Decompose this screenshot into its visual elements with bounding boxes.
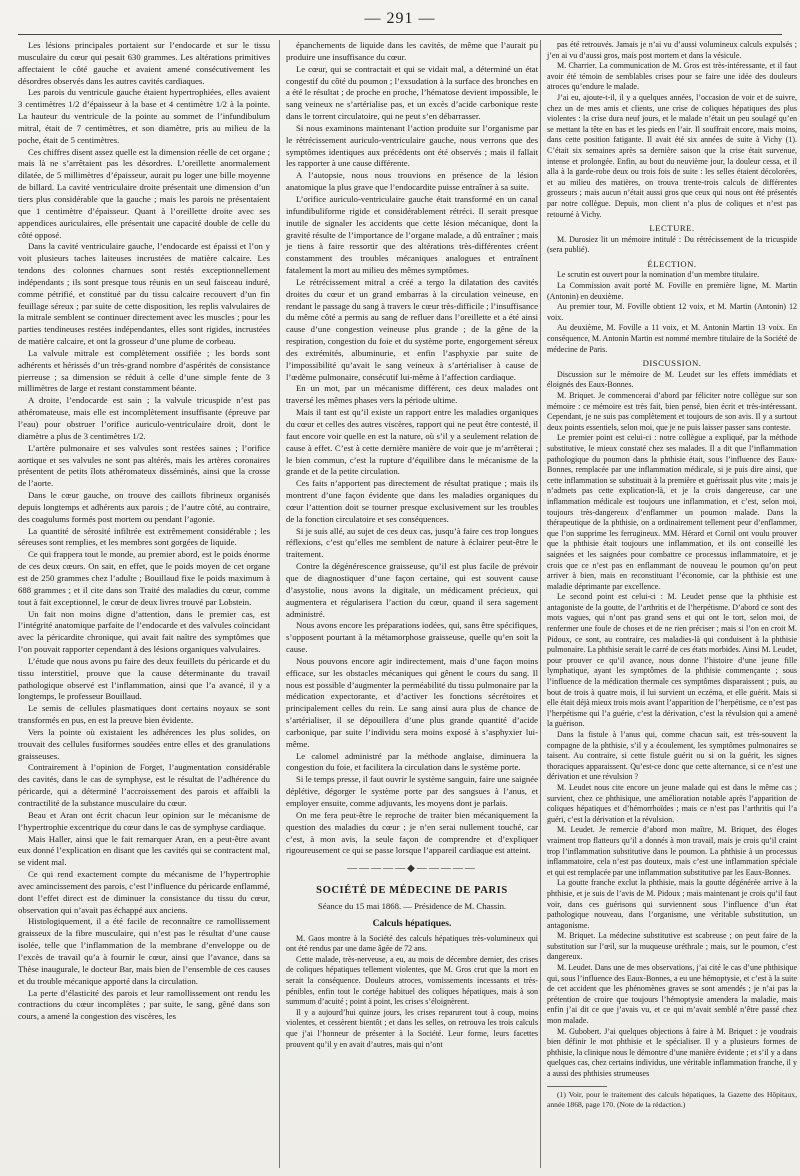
paragraph: J’ai eu, ajoute-t-il, il y a quelques années, l’occasion de voir et de suivre, chez un de mes amis et clients, une crise de coliques hépatiques des plus violentes : la crise dura neuf jours, et le malade n’était un peu soulagé qu’en se mettant la tête en bas et les pieds en l’air. Il souffrait encore, mais moins, dans cette position fatigante. Il avait été six années de suite à Vichy (1). C’était six semaines après sa dernière saison que la crise était survenue, intense et prolongée. Enfin, au bout du neuvième jour, la douleur cessa, et il alla à la garde-robe deux ou trois fois de suite : les selles étaient décolorées, et au milieu des matières, on trouva trente-trois calculs de différentes grosseurs ; mais aucun n’était aussi gros que ceux qui nous ont été présentés par notre collègue. Depuis, mon client n’a plus de coliques et n’est pas retourné à Vichy. <box>547 92 797 219</box>
paragraph: Les parois du ventricule gauche étaient hypertrophiées, elles avaient 3 centimètres 1/2 d’épaisseur à la base et 4 centimètre 1/2 à la pointe. La hauteur du ventricule de la pointe au sommet de l’infundibulum mitral, était de 7 centimètres, et son diamètre, pris au milieu de la poche, était de 5 centimètres. <box>18 87 270 145</box>
paragraph: M. Gubobert. J’ai quelques objections à faire à M. Briquet : je voudrais bien définir le mot phthisie et le spécialiser. Il y a plusieurs formes de phthisie, la clinique nous le démontre d’une manière évidente ; et s’il y a dans quelques cas, chez certains individus, une véritable inflammation franche, il y a aussi des phthisies strumeuses <box>547 1026 797 1078</box>
paragraph: L’artère pulmonaire et ses valvules sont restées saines ; l’orifice aortique et ses valvules ne sont pas altérés, mais les artères coronaires présentent de petits îlots athéromateux disséminés, ainsi que la crosse de l’aorte. <box>18 442 270 489</box>
paragraph: Le cœur, qui se contractait et qui se vidait mal, a déterminé un état congestif du côté du poumon ; l’exsudation à la surface des bronches en a été le résultat ; de proche en proche, l’hématose devient impossible, le sang veineux ne s’artérialise pas, et un excès d’acide carbonique reste dans le torrent circulatoire, qui ne peut s’en débarrasser. <box>286 63 538 122</box>
paragraph: Histologiquement, il a été facile de reconnaître ce ramollissement graisseux de la fibre musculaire, qui n’est pas le résultat d’une cause isolée, telle que l’inflammation de la membrane d’enveloppe ou de l’excès de travail qu’a à fournir le cœur, ainsi que l’avance, dans sa Thèse inaugurale, le docteur Bar, mais bien de l’ensemble de ces causes et du trouble mécanique apporté dans la circulation. <box>18 916 270 986</box>
paragraph: M. Leudet. Je remercie d’abord mon maître, M. Briquet, des éloges vraiment trop flatteurs qu’il a donnés à mon travail, mais je crois qu’il craint trop l’inflammation substitutive dans le poumon. La phthisie à un processus inflammatoire, cela n’est pas douteux, mais c’est une inflammation spéciale et qui est remplacée par une inflammation substitutive par les Eaux-Bonnes. <box>547 825 797 877</box>
paragraph: Ce qui rend exactement compte du mécanisme de l’hypertrophie avec amincissement des parois, c’est l’influence du péricarde enflammé, dont l’effet direct est de diminuer la consistance du tissu du cœur, observation qui n’avait pas échappé aux anciens. <box>18 869 270 915</box>
paragraph: Beau et Aran ont écrit chacun leur opinion sur le mécanisme de l’hypertrophie excentrique du cœur dans le cas de symphyse cardiaque. <box>18 809 270 832</box>
paragraph: pas été retrouvés. Jamais je n’ai vu d’aussi volumineux calculs expulsés ; j’en ai vu d’aussi gros, mais post mortem et dans la vésicule. <box>547 40 797 60</box>
paragraph: M. Leudet nous cite encore un jeune malade qui est dans le même cas ; survient, chez ce phthisique, une amélioration notable après l’apparition de coliques hépatiques et d’hémorrhoïdes ; mais ce n’est pas l’arthritis qui l’a guéri, c’est la dérivation et la révulsion. <box>547 782 797 824</box>
paragraph: Ces faits n’apportent pas directement de résultat pratique ; mais ils montrent d’une façon évidente que dans les maladies organiques du cœur l’attention doit se tourner presque exclusivement sur les troubles de la fonction circulatoire et ses conséquences. <box>286 478 538 524</box>
paragraph: Cette malade, très-nerveuse, a eu, au mois de décembre dernier, des crises de coliques hépatiques tellement violentes, que M. Gros crut que la mort en serait la conséquence. Douleurs atroces, vomissements incessants et très-pénibles, enfin tout le cortége habituel des coliques hépatiques, mais à son summum d’acuité ; point à point, les crises s’éloignèrent. <box>286 954 538 1007</box>
paragraph: M. Durosiez lit un mémoire intitulé : Du rétrécissement de la tricuspide (sera publié). <box>547 234 797 255</box>
paragraph: épanchements de liquide dans les cavités, de même que l’aurait pu produire une insuffisance du cœur. <box>286 40 538 62</box>
paragraph: Ce qui frappera tout le monde, au premier abord, est le poids énorme de ces deux cœurs. On sait, en effet, que le poids moyen de cet organe est de 250 grammes chez l’adulte ; Bouillaud fixe le poids maximum à 688 grammes ; et il cite dans son Traité des maladies du cœur, comme tout à fait exceptionnel, le cœur de deux livres trouvé par Lobstein. <box>18 549 270 607</box>
paragraph: Si nous examinons maintenant l’action produite sur l’organisme par le rétrécissement auriculo-ventriculaire gauche, nous verrons que des symptômes identiques aux précédents ont été observés ; mais il fallait les rapporter à une cause différente. <box>286 122 538 169</box>
paragraph: L’orifice auriculo-ventriculaire gauche était transformé en un canal infundibuliforme rigide et considérablement rétréci. Il serait presque inutile de signaler les accidents que cette lésion mécanique, dont la gravité résulte de l’importance de l’organe malade, a dû entraîner ; mais je tiens à faire ressortir que des altérations très-différentes créent constamment des troubles mécaniques analogues et entraînent fatalement la mort au milieu des mêmes symptômes. <box>286 193 538 276</box>
paragraph: M. Briquet. La médecine substitutive est scabreuse ; on peut faire de la substitution sur l’œil, sur la muqueuse uréthrale ; mais, sur le poumon, c’est dangereux. <box>547 931 797 962</box>
header-rule <box>18 34 782 35</box>
column-2 <box>279 40 538 1168</box>
paragraph: Au deuxième, M. Foville a 11 voix, et M. Antonin Martin 13 voix. En conséquence, M. Antonin Martin est nommé membre titulaire de la Société de médecine de Paris. <box>547 323 797 354</box>
paragraph: La perte d’élasticité des parois et leur ramollissement ont rendu les contractions du cœur incomplètes ; par suite, le sang, gêné dans son cours, a amené la congestion des viscères, les <box>18 987 270 1022</box>
section-heading-lecture: LECTURE. <box>649 223 695 234</box>
column-3 <box>540 40 797 1168</box>
page-number: — 291 — <box>364 10 436 27</box>
paragraph: Au premier tour, M. Foville obtient 12 voix, et M. Martin (Antonin) 12 voix. <box>547 302 797 322</box>
paragraph: Les lésions principales portaient sur l’endocarde et sur le tissu musculaire du cœur qui pesait 630 grammes. Les altérations primitives affectaient le côté gauche et avaient amené consécutivement les désordres observés dans les autres cavités cardiaques. <box>18 40 270 86</box>
section-title: SOCIÉTÉ DE MÉDECINE DE PARIS <box>316 885 508 897</box>
paragraph: Nous avons encore les préparations iodées, qui, sans être spécifiques, s’opposent pourtant à la métamorphose graisseuse, quelle qu’en soit la cause. <box>286 620 538 655</box>
paragraph: Ces chiffres disent assez quelle est la dimension réelle de cet organe ; mais là ne s’arrêtaient pas les désordres. L’oreillette anormalement dilatée, de 5 millimètres d’épaisseur, aurait pu loger une bille moyenne de billard. La cavité ventriculaire droite présentait une dimension d’un tiers plus considérable que la gauche ; mais les parois ne présentaient que 1 centimètre d’épaisseur. Quant à l’oreillette droite avec ses appendices auriculaires, elle présentait une capacité double de celle du côté opposé. <box>18 146 270 240</box>
footnote-rule <box>547 1086 607 1087</box>
paragraph: La valvule mitrale est complètement ossifiée ; les bords sont adhérents et hérissés d’un très-grand nombre d’aspérités de consistance pierreuse ; sa dimension se réduit à celle d’une simple fente de 3 millimètres de large et restant constamment béante. <box>18 347 270 394</box>
paragraph: Un fait non moins digne d’attention, dans le premier cas, est l’intégrité anatomique parfaite de l’endocarde et des valvules coïncidant avec la péricardite chronique, qui avait fait naître des symptômes que l’on pouvait rapporter cependant à des lésions organiques valvulaires. <box>18 608 270 655</box>
subsection-title: Calculs hépatiques. <box>372 918 452 929</box>
section-heading-discussion: DISCUSSION. <box>642 358 702 369</box>
paragraph: Le calomel administré par la méthode anglaise, diminuera la congestion du foie, et facilitera la circulation dans le système porte. <box>286 750 538 773</box>
paragraph: Nous pouvons encore agir indirectement, mais d’une façon moins efficace, sur les obstacles mécaniques qui gênent le cours du sang. Il nous est possible d’augmenter la perméabilité du tissu pulmonaire par la médication expectorante, et d’activer les fonctions sécrétoires et principalement celles du rein. Le sang ainsi aura plus de chance de s’artérialiser, il se dépouillera d’une plus grande quantité d’acide carbonique, par suite l’individu sera moins exposé à s’asphyxier lui-même. <box>286 655 538 749</box>
footnote: (1) Voir, pour le traitement des calculs hépatiques, la Gazette des Hôpitaux, année 1868, page 170. (Note de la rédaction.) <box>547 1089 797 1109</box>
paragraph: La quantité de sérosité infiltrée est extrêmement considérable ; les séreuses sont remplies, et les membres sont gorgées de liquide. <box>18 525 270 548</box>
paragraph: Dans la fistule à l’anus qui, comme chacun sait, est très-souvent la compagne de la phthisie, s’il y a écoulement, les symptômes pulmonaires se taisent. Au contraire, si cette fistule guérit ou si on la guérit, les signes thoraciques apparaissent. Qu’est-ce donc que cette alternance, si ce n’est une dérivation et une révulsion ? <box>547 730 797 782</box>
session-line: Séance du 15 mai 1868. — Présidence de M. Chassin. <box>317 900 507 911</box>
column-1 <box>18 40 270 1168</box>
paragraph: Contrairement à l’opinion de Forget, l’augmentation considérable des cavités, dans le cas de symphyse, est le résultat de l’adhérence du péricarde, qui a déterminé l’accroissement des parois et affaibli la contractilité de la substance musculaire du cœur. <box>18 762 270 808</box>
paragraph: Le semis de cellules plasmatiques dont certains noyaux se sont transformés en pus, en est la preuve bien évidente. <box>18 703 270 726</box>
paragraph: Le premier point est celui-ci : notre collègue a expliqué, par la méthode substitutive, le mieux constaté chez ses malades. Il a dit que l’inflammation pathologique du poumon dans la phthisie était, sous l’influence des Eaux-Bonnes, remplacée par une inflammation médicale, si je puis dire ainsi, que cette inflammation se substituait à la première et guérissait plus vite ; mais je n’admets pas cette explication-là, et je la crois dangereuse, car une inflammation médicale est toujours une inflammation, et c’est, selon moi, toujours très-dangereux d’enflammer un poumon malade. Dans la thérapeutique de la phthisie, on a ordinairement tellement peur d’enflammer, que l’on supprime les ferrugineux. MM. Hérard et Cornil ont voulu prouver que la phthisie était toujours une inflammation, et ils ont conseillé les saignées et les saignées pour combattre ce processus inflammatoire, et je crois que ce n’est pas en enflammant de nouveau le poumon qu’on peut arriver à bien, mais en reconstituant l’économie, car la phthisie est une maladie déprimante par excellence. <box>547 433 797 591</box>
paragraph: M. Charrier. La communication de M. Gros est très-intéressante, et il faut avoir été témoin de semblables crises pour se faire une idée des douleurs atroces qu’endure le malade. <box>547 61 797 92</box>
paragraph: Discussion sur le mémoire de M. Leudet sur les effets immédiats et éloignés des Eaux-Bonnes. <box>547 369 797 390</box>
paragraph: Si le temps presse, il faut ouvrir le système sanguin, faire une saignée déplétive, dégorger le système porte par des sangsues à l’anus, et employer ensuite, comme adjuvants, les moyens dont je parlais. <box>286 774 538 808</box>
paragraph: Le scrutin est ouvert pour la nomination d’un membre titulaire. <box>557 270 760 280</box>
paragraph: Dans le cœur gauche, on trouve des caillots fibrineux organisés depuis longtemps et adhérents aux parois ; de l’autre côté, au contraire, des coagulums formés post mortem ou pendant l’agonie. <box>18 490 270 524</box>
paragraph: L’étude que nous avons pu faire des deux feuillets du péricarde et du tissu interstitiel, prouve que la cause déterminante du travail pathologique observé est l’inflammation, ainsi que l’a avancé, il y a longtemps, le professeur Bouillaud. <box>18 655 270 702</box>
paragraph: Mais Haller, ainsi que le fait remarquer Aran, en a peut-être avant eux donné l’explication en disant que les cavités qui se contractent mal, se vident mal. <box>18 833 270 868</box>
paragraph: La goutte franche exclut la phthisie, mais la goutte dégénérée arrive à la phthisie, et je suis de l’avis de M. Pidoux ; mais maintenant je crois qu’il faut voir, dans ces guérisons qui surviennent sous l’influence d’un état pathologique nouveau, dans l’organisme, une véritable substitution, un antagonisme. <box>547 878 797 930</box>
paragraph: Mais il tant est qu’il existe un rapport entre les maladies organiques du cœur et celles des autres viscères, rapport qui ne peut être contesté, il faut encore voir quelle en est la nature, où s’il y a seulement relation de cause à effet. C’est à cette dernière manière de voir que je m’arrêterai ; le bien commun, c’est la rupture d’équilibre dans le mécanisme de la grande et de la petite circulation. <box>286 407 538 477</box>
paragraph: Il y a aujourd’hui quinze jours, les crises reparurent tout à coup, moins violentes, et cessèrent bientôt ; et dans les selles, on retrouva les trois calculs que j’ai l’honneur de présenter à la Société. Leur forme, leurs facettes prouvent qu’il y en avait d’autres, mais qui n’ont <box>286 1007 538 1049</box>
paragraph: Contre la dégénérescence graisseuse, qu’il est plus facile de prévoir que de diagnostiquer d’une façon certaine, qui est souvent cause d’asystolie, nous avons la digitale, un médicament précieux, qui augmentera et régularisera l’action du cœur, quand il sera sagement administré. <box>286 561 538 619</box>
paragraph: La Commission avait porté M. Foville en première ligne, M. Martin (Antonin) en deuxième. <box>547 281 797 301</box>
paragraph: A droite, l’endocarde est sain ; la valvule tricuspide n’est pas athéromateuse, mais elle est incomplètement insuffisante (épreuve par l’eau) pour obstruer l’orifice auriculo-ventriculaire droit, dont le diamètre a plus de 3 centimètres 1/2. <box>18 395 270 441</box>
paragraph: M. Briquet. Je commencerai d’abord par féliciter notre collègue sur son mémoire : ce mémoire est très fait, bien pensé, bien écrit et très-intéressant. Cependant, je ne suis pas complètement et toujours de son avis. Il y a surtout deux points essentiels, selon moi, que je ne puis laisser passer sans conteste. <box>547 391 797 432</box>
paragraph: Le rétrécissement mitral a créé a tergo la dilatation des cavités droites du cœur et un grand embarras à la circulation veineuse, en rendant le passage du sang à travers le cœur très-difficile ; l’insuffisance du même côté a permis au sang de refluer dans l’oreillette et a été ainsi cause d’une congestion veineuse plus grande ; de la gêne de la respiration, congestion du foie et du système porte, engorgement séreux des extrémités, albuminurie, et enfin l’asphyxie par suite de l’impossibilité qu’avait le sang veineux à s’artérialiser à cause de l’œdème pulmonaire, consécutif lui-même à l’affection cardiaque. <box>286 276 538 382</box>
section-heading-election: ÉLECTION. <box>647 258 697 269</box>
paragraph: En un mot, par un mécanisme différent, ces deux malades ont traversé les mêmes phases vers la période ultime. <box>286 383 538 406</box>
paragraph: A l’autopsie, nous nous trouvions en présence de la lésion anatomique la plus grave que l’endocardite puisse entraîner à sa suite. <box>286 170 538 193</box>
paragraph: On me fera peut-être le reproche de traiter bien mécaniquement la question des maladies du cœur ; je n’en serai nullement touché, car c’est, à mon avis, la seule façon de comprendre et d’expliquer rigoureusement ce qui se passe lorsque l’appareil cardiaque est atteint. <box>286 809 538 856</box>
paragraph: Si je suis allé, au sujet de ces deux cas, jusqu’à faire ces trop longues réflexions, c’est qu’elles me semblent de nature à éclairer peut-être le traitement. <box>286 525 538 560</box>
paragraph: M. Leudet. Dans une de mes observations, j’ai cité le cas d’une phthisique qui, sous l’influence des Eaux-Bonnes, a eu une hémoptysie, et c’est à la suite de cet accident que les phénomènes graves se sont amendés ; je n’ai pas la prétention de croire que toujours l’hémoptysie amendera la maladie, mais enfin j’ai dit ce que j’avais vu, et ce qui m’avait semblé n’être passé chez mon malade. <box>547 963 797 1026</box>
paragraph: Dans la cavité ventriculaire gauche, l’endocarde est épaissi et l’on y voit plusieurs taches laiteuses incrustées de matière calcaire. Les tendons des colonnes charnues sont restés exceptionnellement indépendants ; ils sont presque tous réunis en un seul faisceau induré, comme pétrifié, et constitué par du tissu calcaire recouvert d’un fin feuillage séreux ; par suite de cette disposition, les replis valvulaires de la mitrale semblent se continuer directement avec les muscles ; pour les parties tendineuses restées indépendantes, elles sont rigides, incrustées de matière calcaire, et ont la grosseur d’une plume de corbeau. <box>18 241 270 347</box>
paragraph: M. Gaos montre à la Société des calculs hépatiques très-volumineux qui ont été rendus par une dame âgée de 72 ans. <box>286 933 538 954</box>
paragraph: Vers la pointe où existaient les adhérences les plus solides, on trouvait des cellules fusiformes soudées entre elles et des granulations graisseuses. <box>18 726 270 761</box>
section-ornament: —————◆————— <box>347 863 477 875</box>
paragraph: Le second point est celui-ci : M. Leudet pense que la phthisie est antagoniste de la goutte, de l’arthritis et de l’herpétisme. D’abord ce sont des mots vagues, qui n’ont pas grand sens et qui ont le tort, selon moi, de renfermer une foule de choses et de ne rien préciser ; mais si l’on en croit M. Pidoux, ce sont, au contraire, ces maladies-là qui conduisent à la phthisie pulmonaire. La phthisie serait le carré de ces états morbides. Ainsi M. Leudet, pour prouver ce qu’il avance, nous donne l’histoire d’une jeune fille lymphatique, ayant les symptômes de la phthisie commençante ; sous l’influence de la médication thermale ces symptômes disparaissent ; puis, au bout de trois à quatre mois, il lui survient un eczéma, et elle guérit. Mais si elle était déjà mieux trois mois avant l’apparition de l’herpétisme, ce n’est pas l’herpétisme qui l’a guérie, c’est la dérivation, c’est la révulsion qui a amené la guérison. <box>547 592 797 729</box>
